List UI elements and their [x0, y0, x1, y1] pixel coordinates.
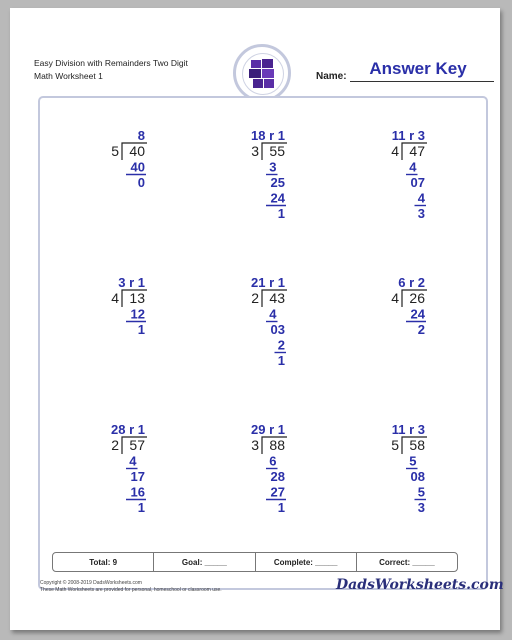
- quotient-3: 11 r 3: [391, 128, 425, 143]
- copyright-line-2: These Math Worksheets are provided for personal, homeschool or classroom use.: [40, 586, 222, 593]
- dividend-2: 55: [269, 143, 285, 159]
- divisor-5: 2: [251, 290, 259, 306]
- step-7-3: 16: [130, 484, 145, 500]
- quotient-6: 6 r 2: [398, 275, 425, 290]
- brand-logo: DadsWorksheets.com: [336, 577, 504, 593]
- quotient-8: 29 r 1: [251, 422, 285, 437]
- step-5-2: 03: [270, 322, 285, 337]
- worksheet-logo-icon: [233, 44, 291, 102]
- problems-grid: [40, 98, 486, 588]
- dividend-4: 13: [129, 290, 145, 306]
- goal-cell: Goal: _____: [154, 553, 255, 571]
- total-cell: Total: 9: [53, 553, 154, 571]
- step-5-1: 4: [269, 306, 277, 322]
- dividend-8: 88: [269, 437, 285, 453]
- step-7-4: 1: [137, 500, 145, 515]
- divisor-2: 3: [251, 143, 259, 159]
- step-1-2: 0: [137, 175, 145, 190]
- title-line-1: Easy Division with Remainders Two Digit: [34, 58, 188, 68]
- title-line-2: Math Worksheet 1: [34, 71, 103, 81]
- step-4-1: 12: [130, 306, 145, 322]
- step-2-2: 25: [270, 175, 285, 190]
- divisor-7: 2: [111, 437, 119, 453]
- answer-key-heading: Answer Key: [369, 59, 467, 78]
- step-3-3: 4: [417, 190, 425, 206]
- divisor-3: 4: [391, 143, 399, 159]
- dividend-7: 57: [129, 437, 145, 453]
- dividend-6: 26: [409, 290, 425, 306]
- step-4-2: 1: [137, 322, 145, 337]
- step-9-1: 5: [409, 453, 417, 469]
- copyright-notice: [40, 580, 260, 593]
- step-6-1: 24: [410, 306, 425, 322]
- step-8-2: 28: [270, 469, 285, 484]
- dividend-1: 40: [129, 143, 145, 159]
- step-2-3: 24: [270, 190, 285, 206]
- step-3-2: 07: [410, 175, 425, 190]
- step-7-2: 17: [130, 469, 145, 484]
- step-8-3: 27: [270, 484, 285, 500]
- dividend-3: 47: [409, 143, 425, 159]
- copyright-line-1: Copyright © 2008-2019 DadsWorksheets.com: [40, 580, 142, 586]
- step-2-4: 1: [277, 206, 285, 221]
- step-9-3: 5: [417, 484, 425, 500]
- quotient-2: 18 r 1: [251, 128, 285, 143]
- worksheet-title: [34, 57, 224, 83]
- divisor-4: 4: [111, 290, 119, 306]
- quotient-7: 28 r 1: [111, 422, 145, 437]
- divisor-9: 5: [391, 437, 399, 453]
- dividend-9: 58: [409, 437, 425, 453]
- quotient-9: 11 r 3: [391, 422, 425, 437]
- quotient-5: 21 r 1: [251, 275, 285, 290]
- step-9-4: 3: [417, 500, 425, 515]
- step-5-3: 2: [277, 337, 285, 353]
- problems-frame: [38, 96, 488, 590]
- step-3-4: 3: [417, 206, 425, 221]
- name-line: [350, 81, 494, 82]
- step-1-1: 40: [130, 159, 145, 175]
- dividend-5: 43: [269, 290, 285, 306]
- score-box: [52, 552, 458, 572]
- step-8-4: 1: [277, 500, 285, 515]
- step-3-1: 4: [409, 159, 417, 175]
- step-5-4: 1: [277, 353, 285, 368]
- divisor-1: 5: [111, 143, 119, 159]
- step-7-1: 4: [129, 453, 137, 469]
- quotient-1: 8: [137, 128, 145, 143]
- divisor-8: 3: [251, 437, 259, 453]
- name-label: Name:: [316, 71, 347, 82]
- step-2-1: 3: [269, 159, 277, 175]
- quotient-4: 3 r 1: [118, 275, 145, 290]
- step-9-2: 08: [410, 469, 425, 484]
- divisor-6: 4: [391, 290, 399, 306]
- step-8-1: 6: [269, 453, 277, 469]
- correct-cell: Correct: _____: [379, 557, 435, 567]
- number-stack-icon: [245, 56, 281, 92]
- step-6-2: 2: [417, 322, 425, 337]
- complete-cell: Complete: _____: [256, 553, 357, 571]
